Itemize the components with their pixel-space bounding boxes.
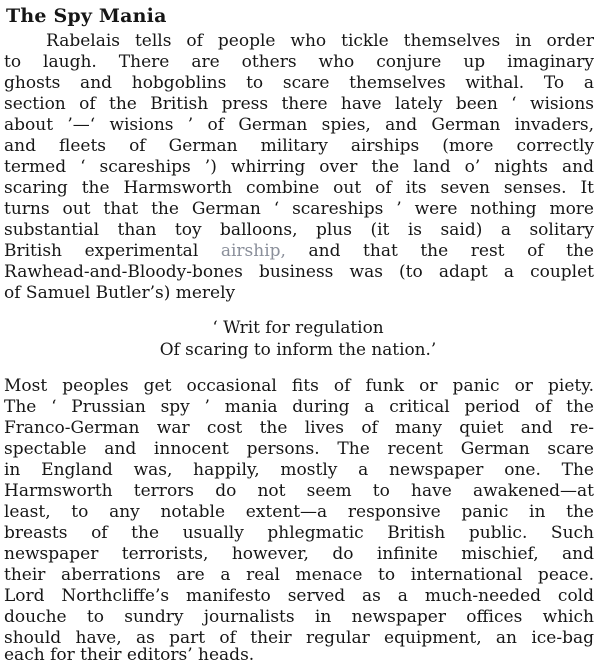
paragraph-2-line: each for their editors’ heads. [4,645,255,665]
quote-line: ‘ Writ for regulation [212,318,384,338]
highlighted-word: airship, [220,241,286,261]
paragraph-1-line: ghosts and hobgoblins to scare themselves withal. To a [4,73,594,93]
paragraph-2-line: The ‘ Prussian spy ’ mania during a critical period of the [4,397,594,417]
article-title: The Spy Mania [6,5,167,27]
paragraph-2-line: breasts of the usually phlegmatic British public. Such [4,523,594,543]
paragraph-1-line: turns out that the German ‘ scareships ’ were nothing more [4,199,594,219]
paragraph-1-line: substantial than toy balloons, plus (it is said) a solitary [4,220,594,240]
paragraph-2-line: douche to sundry journalists in newspaper offices which [4,607,594,627]
paragraph-2-line: Franco-German war cost the lives of many quiet and re- [4,418,594,438]
paragraph-1-line-highlighted [4,241,594,261]
paragraph-2-line: their aberrations are a real menace to international peace. [4,565,594,585]
paragraph-2-line: newspaper terrorists, however, do infinite mischief, and [4,544,594,564]
paragraph-2-line: in England was, happily, mostly a newspaper one. The [4,460,594,480]
paragraph-2-line: least, to any notable extent—a responsive panic in the [4,502,594,522]
paragraph-1-line: Rawhead-and-Bloody-bones business was (to adapt a couplet [4,262,594,282]
paragraph-2-line: should have, as part of their regular equipment, an ice-bag [4,628,594,648]
line-text-before: British experimental [4,241,221,261]
paragraph-1-line: termed ‘ scareships ’) whirring over the land o’ nights and [4,157,594,177]
paragraph-2-line: spectable and innocent persons. The recent German scare [4,439,594,459]
paragraph-2-line: Most peoples get occasional fits of funk or panic or piety. [4,376,594,396]
quote-line: Of scaring to inform the nation.’ [159,340,437,360]
paragraph-1-line: section of the British press there have lately been ‘ wisions [4,94,594,114]
paragraph-1-line: Rabelais tells of people who tickle themselves in order [46,31,594,51]
paragraph-2-line: Lord Northcliffe’s manifesto served as a much-needed cold [4,586,594,606]
paragraph-1-line: and fleets of German military airships (more correctly [4,136,594,156]
line-text-after: and that the rest of the [285,241,594,261]
paragraph-2-line: Harmsworth terrors do not seem to have awakened—at [4,481,594,501]
paragraph-1-line: scaring the Harmsworth combine out of its seven senses. It [4,178,594,198]
paragraph-1-line: to laugh. There are others who conjure up imaginary [4,52,594,72]
paragraph-1-line: about ’—‘ wisions ’ of German spies, and German invaders, [4,115,594,135]
paragraph-1-line: of Samuel Butler’s) merely [4,283,236,303]
